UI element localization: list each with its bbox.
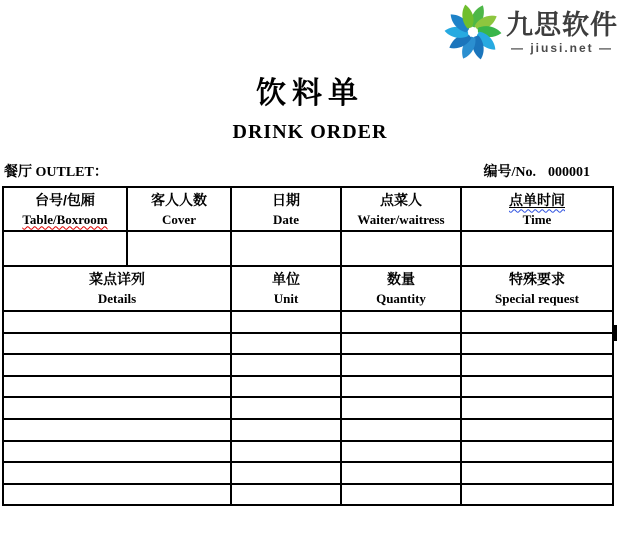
unit-cell[interactable] [231, 441, 341, 463]
special-request-cell[interactable] [461, 354, 613, 376]
order-number [484, 161, 591, 181]
unit-cell[interactable] [231, 311, 341, 333]
details-cell[interactable] [3, 376, 231, 398]
cover-input-cell[interactable] [127, 231, 231, 266]
details-cell[interactable] [3, 441, 231, 463]
logo-swirl-icon [444, 3, 502, 61]
header-cover: 客人人数 Cover [127, 187, 231, 231]
waiter-input-cell[interactable] [341, 231, 461, 266]
details-cell[interactable] [3, 333, 231, 355]
special-request-cell[interactable] [461, 311, 613, 333]
details-cell[interactable] [3, 419, 231, 441]
header-special-request: 特殊要求 Special request [461, 266, 613, 311]
special-request-cell[interactable] [461, 333, 613, 355]
detail-header-row [3, 266, 613, 311]
detail-row [3, 419, 613, 441]
table-boxroom-input-cell[interactable] [3, 231, 127, 266]
details-cell[interactable] [3, 484, 231, 506]
quantity-cell[interactable] [341, 354, 461, 376]
special-request-cell[interactable] [461, 376, 613, 398]
logo-domain-text: — jiusi.net — [510, 40, 613, 55]
header-quantity: 数量 Quantity [341, 266, 461, 311]
logo-brand-text: 九思软件 [506, 9, 618, 40]
detail-row [3, 354, 613, 376]
meta-line [4, 161, 590, 181]
order-number-label: 编号/No. [483, 165, 536, 180]
quantity-cell[interactable] [341, 333, 461, 355]
detail-row [3, 333, 613, 355]
unit-cell[interactable] [231, 419, 341, 441]
header-details: 菜点详列 Details [3, 266, 231, 311]
order-number-value: 000001 [548, 165, 590, 180]
quantity-cell[interactable] [341, 462, 461, 484]
text-cursor [614, 325, 617, 341]
special-request-cell[interactable] [461, 441, 613, 463]
details-cell[interactable] [3, 311, 231, 333]
special-request-cell[interactable] [461, 462, 613, 484]
header-table-boxroom: 台号/包厢 Table/Boxroom [3, 187, 127, 231]
special-request-cell[interactable] [461, 397, 613, 419]
logo-text-block [506, 10, 618, 55]
header-waiter: 点菜人 Waiter/waitress [341, 187, 461, 231]
detail-row [3, 441, 613, 463]
details-cell[interactable] [3, 354, 231, 376]
quantity-cell[interactable] [341, 441, 461, 463]
special-request-cell[interactable] [461, 484, 613, 506]
date-input-cell[interactable] [231, 231, 341, 266]
header-time: 点单时间 Time [461, 187, 613, 231]
info-input-row [3, 231, 613, 266]
logo [444, 3, 618, 61]
form-title-zh: 饮料单 [256, 77, 364, 110]
unit-cell[interactable] [231, 397, 341, 419]
quantity-cell[interactable] [341, 484, 461, 506]
quantity-cell[interactable] [341, 397, 461, 419]
details-cell[interactable] [3, 462, 231, 484]
header-date: 日期 Date [231, 187, 341, 231]
detail-row [3, 462, 613, 484]
details-cell[interactable] [3, 397, 231, 419]
quantity-cell[interactable] [341, 311, 461, 333]
info-header-row [3, 187, 613, 231]
unit-cell[interactable] [231, 484, 341, 506]
outlet-label: 餐厅 OUTLET： [4, 165, 108, 180]
drink-order-table [2, 186, 614, 506]
detail-row [3, 311, 613, 333]
detail-row [3, 376, 613, 398]
quantity-cell[interactable] [341, 419, 461, 441]
unit-cell[interactable] [231, 354, 341, 376]
detail-row [3, 397, 613, 419]
detail-row [3, 484, 613, 506]
unit-cell[interactable] [231, 462, 341, 484]
form-title-en: DRINK ORDER [232, 121, 388, 143]
unit-cell[interactable] [231, 333, 341, 355]
time-input-cell[interactable] [461, 231, 613, 266]
unit-cell[interactable] [231, 376, 341, 398]
special-request-cell[interactable] [461, 419, 613, 441]
header-unit: 单位 Unit [231, 266, 341, 311]
quantity-cell[interactable] [341, 376, 461, 398]
